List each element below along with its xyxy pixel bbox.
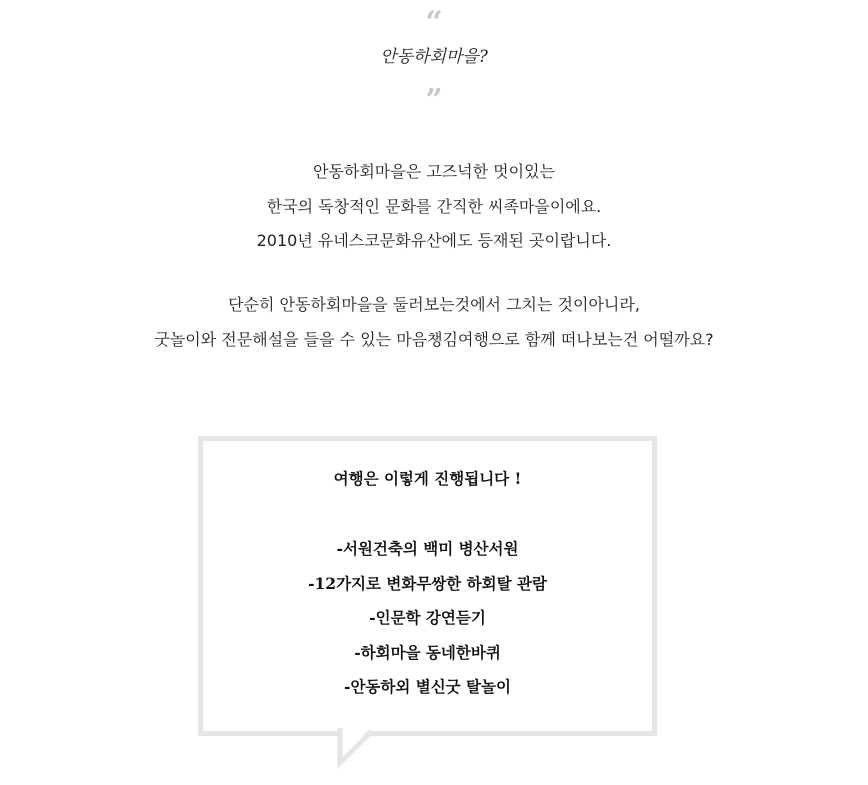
headline: 안동하회마을?	[380, 47, 488, 67]
intro-line: 안동하회마을은 고즈넉한 멋이있는	[312, 162, 555, 181]
list-item: -인문학 강연듣기	[369, 608, 486, 627]
intro-line: 한국의 독창적인 문화를 간직한 씨족마을이에요.	[266, 196, 602, 216]
intro-paragraph-2	[0, 288, 868, 357]
quote-close-icon: ”	[425, 83, 443, 118]
list-item: -12가지로 변화무쌍한 하회탈 관람	[308, 573, 547, 593]
itinerary-title: 여행은 이렇게 진행됩니다 !	[333, 469, 522, 488]
itinerary-list	[198, 532, 657, 705]
intro-line: 2010년 유네스코문화유산에도 등재된 곳이랍니다.	[256, 231, 612, 250]
intro-line: 굿놀이와 전문해설을 들을 수 있는 마음챙김여행으로 함께 떠나보는건 어떨까요?	[154, 329, 714, 349]
quote-open-icon: “	[425, 5, 443, 40]
intro-paragraph-1	[0, 155, 868, 259]
list-item: -서원건축의 백미 병산서원	[336, 539, 519, 558]
list-item: -안동하외 별신굿 탈놀이	[344, 677, 511, 696]
list-item: -하회마을 동네한바퀴	[354, 642, 501, 662]
intro-line: 단순히 안동하회마을을 둘러보는것에서 그치는 것이아니라,	[228, 295, 640, 314]
